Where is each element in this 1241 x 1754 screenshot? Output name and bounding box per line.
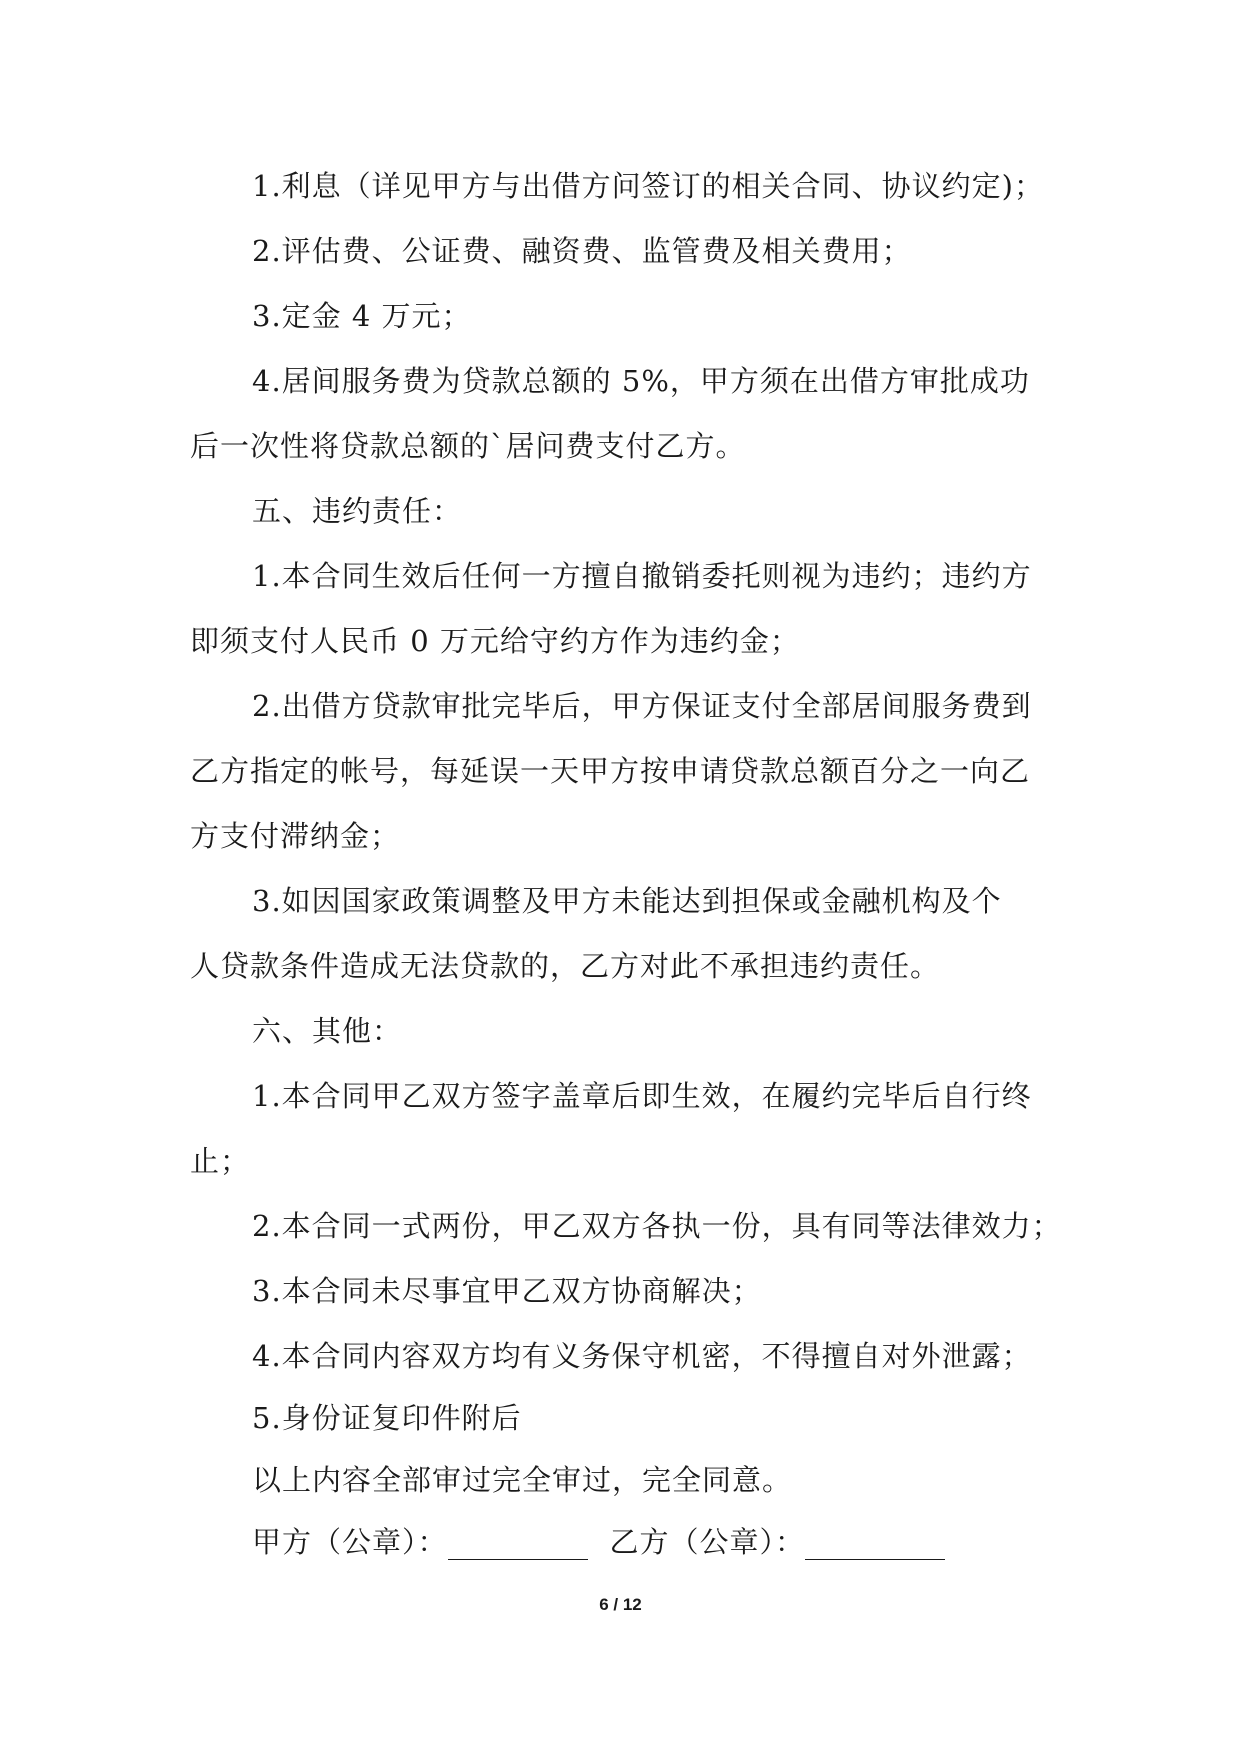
clause-line-15: 2.本合同一式两份，甲乙双方各执一份，具有同等法律效力； [252, 1209, 1062, 1243]
party-b-signature-line [805, 1529, 945, 1560]
clause-line-14: 止； [190, 1144, 251, 1178]
party-a-signature-line [448, 1529, 588, 1560]
clause-line-10: 方支付滞纳金； [190, 819, 401, 853]
clause-line-4: 4.居间服务费为贷款总额的 5%，甲方须在出借方审批成功 [252, 364, 1030, 398]
clause-line-9: 乙方指定的帐号，每延误一天甲方按申请贷款总额百分之一向乙 [190, 754, 1031, 788]
clause-line-11: 3.如因国家政策调整及甲方未能达到担保或金融机构及个 [252, 884, 1002, 918]
clause-line-12: 人贷款条件造成无法贷款的，乙方对此不承担违约责任。 [190, 949, 941, 983]
clause-line-16: 3.本合同未尽事宜甲乙双方协商解决； [252, 1274, 762, 1308]
page-number: 6 / 12 [599, 1595, 642, 1614]
clause-line-7: 即须支付人民币 0 万元给守约方作为违约金； [190, 624, 800, 658]
party-b-label: 乙方（公章）： [609, 1525, 806, 1559]
clause-line-5: 后一次性将贷款总额的`居问费支付乙方。 [190, 429, 746, 463]
agreement-statement: 以上内容全部审过完全审过，完全同意。 [252, 1463, 793, 1497]
section-heading-breach: 五、违约责任： [252, 494, 463, 528]
signature-row [252, 1524, 967, 1560]
clause-line-2: 2.评估费、公证费、融资费、监管费及相关费用； [252, 234, 912, 268]
clause-line-1: 1.利息（详见甲方与出借方问签订的相关合同、协议约定)； [252, 169, 1044, 203]
clause-line-6: 1.本合同生效后任何一方擅自撤销委托则视为违约；违约方 [252, 559, 1032, 593]
party-a-label: 甲方（公章）： [252, 1525, 448, 1559]
clause-line-17: 4.本合同内容双方均有义务保守机密，不得擅自对外泄露； [252, 1339, 1032, 1373]
section-heading-other: 六、其他： [252, 1014, 403, 1048]
clause-line-3: 3.定金 4 万元； [252, 299, 472, 333]
clause-line-18: 5.身份证复印件附后 [252, 1401, 522, 1435]
clause-line-8: 2.出借方贷款审批完毕后，甲方保证支付全部居间服务费到 [252, 689, 1032, 723]
clause-line-13: 1.本合同甲乙双方签字盖章后即生效，在履约完毕后自行终 [252, 1079, 1032, 1113]
